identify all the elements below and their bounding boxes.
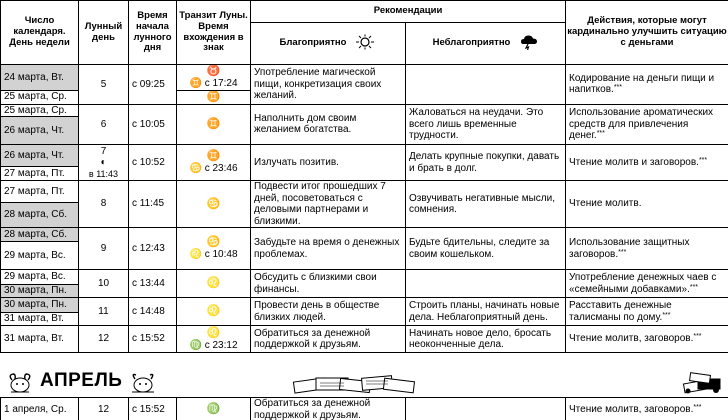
row3-transit-time: ♋ с 23:46 <box>189 163 238 175</box>
april-row-date: 1 апреля, Ср. <box>1 398 79 420</box>
row8-actions-text: Чтение молитв, заговоров. <box>569 333 694 345</box>
row1-favorable: Употребление магической пищи, конкретизация своих желаний. <box>251 65 406 105</box>
row6-date-a: 29 марта, Вс. <box>1 270 79 285</box>
row3-date-b: 27 марта, Пт. <box>1 167 79 181</box>
april-section-header <box>0 368 728 398</box>
row2-lunar-day: 6 <box>79 104 129 145</box>
row1-start-time: с 09:25 <box>129 65 177 105</box>
row4-favorable: Подвести итог прошедших 7 дней, посоветоваться с деловыми партнерами и близкими. <box>251 181 406 228</box>
row6-unfavorable <box>406 270 566 298</box>
row5-date-b: 29 марта, Вс. <box>1 242 79 270</box>
row2-date-b: 26 марта, Чт. <box>1 117 79 145</box>
row1-unfavorable <box>406 65 566 105</box>
money-pile-icon <box>682 370 724 397</box>
row4-date-a: 27 марта, Пт. <box>1 181 79 203</box>
row5-actions-asterisks: *** <box>618 248 627 256</box>
header-recommendations: Рекомендации <box>251 1 566 23</box>
april-row-favorable: Обратиться за денежной поддержкой к друзьям. <box>251 398 406 420</box>
row5-actions <box>566 228 728 270</box>
row7-favorable: Провести день в обществе близких людей. <box>251 298 406 326</box>
leo-icon: ♌ <box>206 305 221 318</box>
row6-actions-text: Употребление денежных чаев с «семейными добавками». <box>569 272 717 295</box>
row4-date-b: 28 марта, Сб. <box>1 203 79 228</box>
row7-date-a: 30 марта, Пн. <box>1 298 79 313</box>
row7-actions-text: Расставить денежные талисманы по дому. <box>569 300 672 323</box>
april-row-start-time: с 15:52 <box>129 398 177 420</box>
row8-date: 31 марта, Вт. <box>1 326 79 353</box>
april-row-lunar-day: 12 <box>79 398 129 420</box>
row5-unfavorable: Будьте бдительны, следите за своим кошельком. <box>406 228 566 270</box>
row1-transit-b <box>177 90 251 104</box>
row8-actions <box>566 326 728 353</box>
row4-lunar-day: 8 <box>79 181 129 228</box>
row2-actions-text: Использование ароматических средств для привлечения денег. <box>569 107 714 141</box>
row2-actions <box>566 104 728 145</box>
gemini-icon: ♊ <box>206 117 221 130</box>
row6-favorable: Обсудить с близкими свои финансы. <box>251 270 406 298</box>
header-transit: Транзит Луны. Время вхождения в знак <box>177 1 251 65</box>
row3-actions <box>566 145 728 181</box>
row6-actions-asterisks: *** <box>689 283 699 291</box>
row2-actions-asterisks: *** <box>596 130 605 137</box>
april-row-transit <box>177 398 251 420</box>
row4-actions <box>566 181 728 228</box>
row2-start-time: с 10:05 <box>129 104 177 145</box>
row4-start-time: с 11:45 <box>129 181 177 228</box>
april-title: АПРЕЛЬ <box>40 370 123 391</box>
row3-start-time: с 10:52 <box>129 145 177 181</box>
row1-actions-asterisks: *** <box>613 84 623 92</box>
row7-date-b: 31 марта, Вт. <box>1 313 79 326</box>
row4-actions-text: Чтение молитв. <box>569 198 642 210</box>
leo-icon: ♌ <box>206 326 221 339</box>
row5-start-time: с 12:43 <box>129 228 177 270</box>
row7-lunar-day: 11 <box>79 298 129 326</box>
april-row-unfavorable <box>406 398 566 420</box>
row5-date-a: 28 марта, Сб. <box>1 228 79 242</box>
row5-transit <box>177 228 251 270</box>
row6-date-b: 30 марта, Пн. <box>1 285 79 298</box>
april-row-actions-asterisks: *** <box>693 403 702 411</box>
header-favorable <box>251 23 406 65</box>
row8-start-time: с 15:52 <box>129 326 177 353</box>
row8-lunar-day: 12 <box>79 326 129 353</box>
aries-ram-icon <box>6 371 34 398</box>
header-start-time: Время начала лунного дня <box>129 1 177 65</box>
row1-transit-time: ♊ с 17:24 <box>189 78 238 89</box>
row3-lunar-day-number: 7 <box>100 145 107 157</box>
row3-favorable: Излучать позитив. <box>251 145 406 181</box>
row1-transit-a <box>177 65 251 91</box>
row8-actions-asterisks: *** <box>693 333 702 341</box>
header-date: Число календаря. День недели <box>1 1 79 65</box>
row1-date-a: 24 марта, Вт. <box>1 65 79 91</box>
row3-date-a: 26 марта, Чт. <box>1 145 79 167</box>
money-banknotes-icon <box>290 372 418 397</box>
row1-date-b: 25 марта, Ср. <box>1 90 79 104</box>
row5-transit-time: ♌ с 10:48 <box>189 249 238 261</box>
april-row-actions-text: Чтение молитв, заговоров. <box>569 403 694 415</box>
row7-transit <box>177 298 251 326</box>
april-row-actions <box>566 398 728 420</box>
header-lunar-day: Лунный день <box>79 1 129 65</box>
header-actions: Действия, которые могут кардинально улучшить ситуацию с деньгами <box>566 1 728 65</box>
row3-actions-text: Чтение молитв и заговоров. <box>569 156 699 168</box>
row7-actions-asterisks: *** <box>662 311 671 319</box>
cancer-icon: ♋ <box>206 236 221 249</box>
row4-unfavorable: Озвучивать негативные мысли, сомнения. <box>406 181 566 228</box>
moon-phase-icon: ◐ <box>100 157 107 169</box>
storm-cloud-icon <box>520 34 538 54</box>
row1-actions <box>566 65 728 105</box>
row2-favorable: Наполнить дом своим желанием богатства. <box>251 104 406 145</box>
leo-icon: ♌ <box>206 277 221 290</box>
header-favorable-label: Благоприятно <box>279 37 347 49</box>
row8-favorable: Обратиться за денежной поддержкой к друзьям. <box>251 326 406 353</box>
row5-lunar-day: 9 <box>79 228 129 270</box>
cancer-icon: ♋ <box>206 197 221 210</box>
row5-favorable: Забудьте на время о денежных проблемах. <box>251 228 406 270</box>
row2-unfavorable: Жаловаться на неудачи. Это всего лишь временные трудности. <box>406 104 566 145</box>
row3-lunar-day <box>79 145 129 181</box>
header-unfavorable-label: Неблагоприятно <box>432 37 511 49</box>
row7-actions <box>566 298 728 326</box>
moon-phase-time: в 11:43 <box>88 168 119 179</box>
row1-lunar-day: 5 <box>79 65 129 105</box>
row3-actions-asterisks: *** <box>698 156 708 164</box>
row2-date-a: 25 марта, Ср. <box>1 104 79 117</box>
row6-start-time: с 13:44 <box>129 270 177 298</box>
row8-unfavorable: Начинать новое дело, бросать неоконченные дела. <box>406 326 566 353</box>
row6-transit <box>177 270 251 298</box>
row2-transit <box>177 104 251 145</box>
virgo-icon: ♍ <box>206 403 221 416</box>
taurus-icon: ♉ <box>206 65 221 77</box>
row7-start-time: с 14:48 <box>129 298 177 326</box>
row4-transit <box>177 181 251 228</box>
row3-unfavorable: Делать крупные покупки, давать и брать в долг. <box>406 145 566 181</box>
april-table <box>0 397 728 420</box>
row3-transit <box>177 145 251 181</box>
row1-actions-text: Кодирование на деньги пищи и напитков. <box>569 72 715 96</box>
row5-actions-text: Использование защитных заговоров. <box>569 237 690 260</box>
row8-transit-time: ♍ с 23:12 <box>189 339 238 351</box>
row6-lunar-day: 10 <box>79 270 129 298</box>
header-unfavorable <box>406 23 566 65</box>
taurus-bull-icon <box>128 371 158 398</box>
row8-transit <box>177 326 251 353</box>
row7-unfavorable: Строить планы, начинать новые дела. Неблагоприятный день. <box>406 298 566 326</box>
row6-actions <box>566 270 728 298</box>
gemini-icon: ♊ <box>206 90 221 103</box>
gemini-icon: ♊ <box>206 150 221 163</box>
sun-icon <box>354 34 376 54</box>
